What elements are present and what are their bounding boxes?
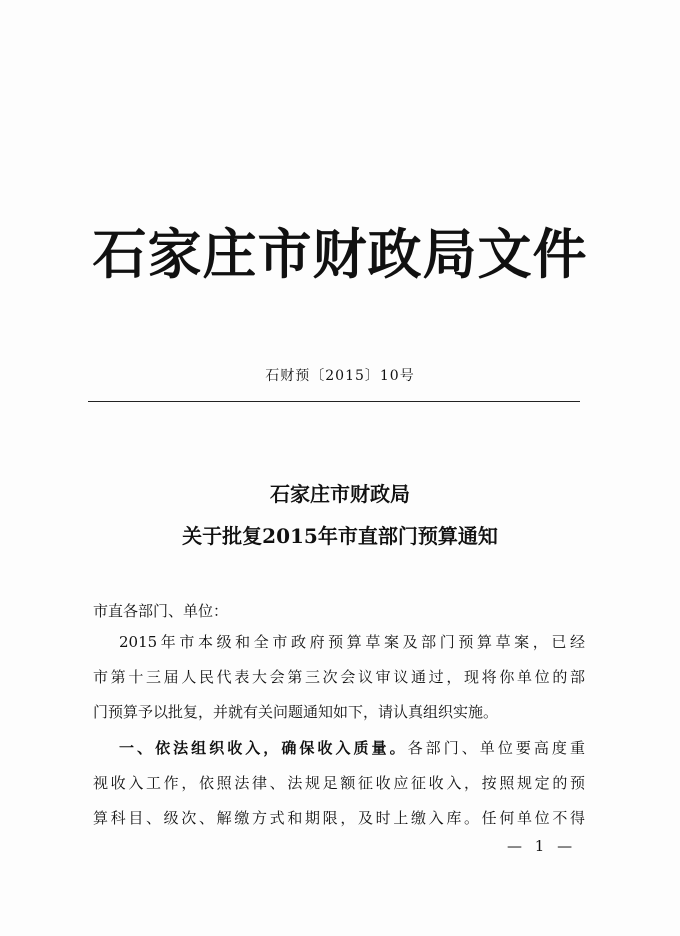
salutation: 市直各部门、单位：: [93, 602, 229, 620]
body-line-3: 门预算予以批复，并就有关问题通知如下，请认真组织实施。: [93, 703, 499, 721]
body-line-5: 视收入工作，依照法律、法规足额征收应征收入，按照规定的预: [93, 774, 585, 792]
document-header-title: 石家庄市财政局文件: [92, 222, 588, 286]
document-title-line-1: 石家庄市财政局: [270, 482, 410, 506]
page-number: — 1 —: [507, 837, 577, 855]
header-divider: [88, 401, 580, 402]
body-line-2: 市第十三届人民代表大会第三次会议审议通过，现将你单位的部: [93, 668, 585, 686]
document-number: 石财预〔2015〕10号: [265, 368, 415, 384]
body-line-4-rest: 各部门、单位要高度重: [407, 739, 585, 757]
body-line-1: 2015年市本级和全市政府预算草案及部门预算草案，已经: [119, 633, 585, 651]
section-heading-1: 一、依法组织收入，确保收入质量。: [119, 739, 408, 757]
document-title-line-2: 关于批复2015年市直部门预算通知: [182, 524, 498, 548]
body-line-4: [119, 736, 585, 760]
body-line-6: 算科目、级次、解缴方式和期限，及时上缴入库。任何单位不得: [93, 809, 585, 827]
